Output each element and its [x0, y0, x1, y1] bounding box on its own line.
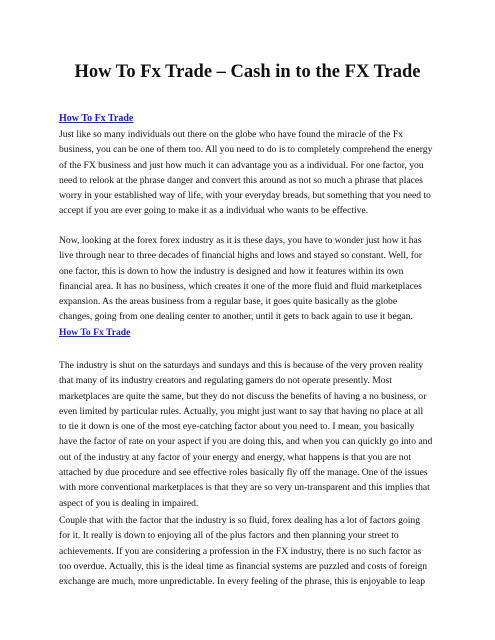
paragraph-line: even limited by particular rules. Actually, you might just want to say that having no place at all [59, 405, 424, 417]
paragraph-line: exchange are much, more unpredictable. In every feeling of the phrase, this is enjoyable to leap [59, 576, 426, 588]
paragraph-line: The industry is shut on the saturdays and sundays and this is because of the very proven reality [59, 360, 424, 371]
paragraph-line: marketplaces are quite the same, but they do not discuss the benefits of having a no business, or [59, 390, 427, 402]
paragraph-1 [59, 127, 441, 219]
paragraph-line: for it. It really is down to enjoying all of the plus factors and then planning your street to [59, 530, 399, 542]
paragraph-line: business, you can be one of them too. All you need to do is to completely comprehend the energy [59, 144, 433, 156]
page-title: How To Fx Trade – Cash in to the FX Trade [74, 62, 421, 82]
paragraph-line: financial area. It has no business, which creates it one of the more fluid and fluid marketplaces [59, 280, 422, 292]
paragraph-line: achievements. If you are considering a profession in the FX industry, there is no such factor as [59, 545, 422, 557]
paragraph-3 [59, 358, 441, 511]
paragraph-2 [59, 233, 441, 340]
paragraph-line: have the factor of rate on your aspect if you are doing this, and when you can quickly go into and [59, 436, 433, 448]
paragraph-line: too overdue. Actually, this is the ideal time as financial systems are puzzled and costs of foreign [59, 560, 428, 572]
paragraph-line: attached by due procedure and see effective roles basically fly off the manage. One of the issues [59, 467, 428, 479]
paragraph-line: to tie it down is one of the most eye-catching factor about you need to. I mean, you basically [59, 421, 415, 433]
paragraph-line: changes, going from one dealing center to another, until it gets to back again to use it began. [59, 311, 413, 323]
paragraph-line: live through near to three decades of financial highs and lows and stayed so constant. Well, for [59, 250, 422, 262]
paragraph-line: Now, looking at the forex forex industry as it is these days, you have to wonder just how it has [59, 235, 422, 246]
paragraph-line: Just like so many individuals out there on the globe who have found the miracle of the Fx [59, 129, 403, 140]
how-to-fx-trade-link[interactable]: How To Fx Trade [59, 113, 134, 124]
paragraph-line: out of the industry at any factor of your energy and energy, what happens is that you are not [59, 451, 412, 463]
paragraph-line: with more conventional marketplaces is that they are so very un-transparent and this implies that [59, 482, 430, 494]
paragraph-line: of the FX business and just how much it can advantage you as a individual. For one factor, you [59, 159, 424, 171]
paragraph-line: that many of its industry creators and regulating gamers do not operate presently. Most [59, 375, 392, 387]
paragraph-line: one factor, this is down to how the industry is designed and how it features within its own [59, 265, 404, 277]
paragraph-4 [59, 513, 441, 589]
how-to-fx-trade-inline-link[interactable]: How To Fx Trade [59, 326, 131, 338]
paragraph-line [59, 325, 441, 340]
paragraph-line: worry in your established way of life, with your everyday breads, but something that you need to [59, 190, 431, 202]
paragraph-line: accept if you are ever going to make it as a individual who wants to be effective. [59, 205, 369, 217]
paragraph-line: aspect of you is dealing in impaired. [59, 497, 199, 509]
paragraph-line: expansion. As the areas business from a regular base, it goes quite basically as the globe [59, 296, 398, 308]
paragraph-line: Couple that with the factor that the industry is so fluid, forex dealing has a lot of factors going [59, 515, 421, 526]
paragraph-line: need to relook at the phrase danger and convert this around as not so much a phrase that places [59, 174, 423, 186]
